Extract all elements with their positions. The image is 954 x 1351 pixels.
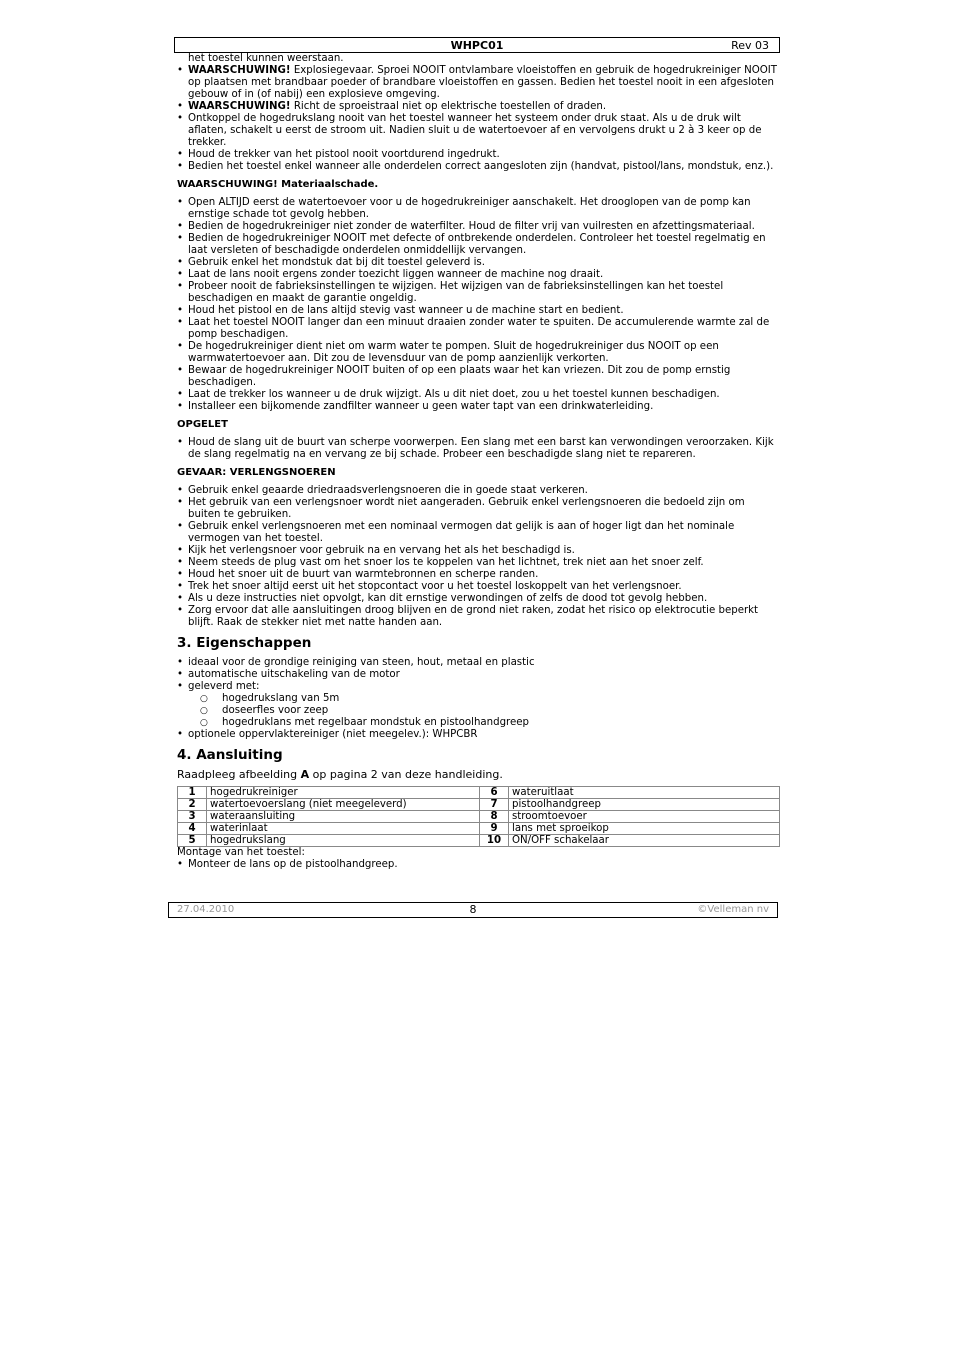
part-number: 3 [178,811,207,823]
part-name: stroomtoevoer [509,811,780,823]
material-item: • Installeer een bijkomende zandfilter wanneer u geen water tapt van een drinkwaterleiding. [177,401,777,413]
feature-item: • automatische uitschakeling van de motor [177,669,777,681]
part-number: 10 [480,835,509,847]
material-item: • Laat de trekker los wanneer u de druk wijzigt. Als u dit niet doet, zou u het toestel kunnen beschadigen. [177,389,777,401]
footer-date: 27.04.2010 [177,904,235,915]
page-number: 8 [469,903,477,916]
material-item: • Bedien de hogedrukreiniger NOOIT met defecte of ontbrekende onderdelen. Controleer het toestel regelmatig en laat versleten of beschadigde onderdelen onmiddellijk vervangen. [177,233,777,257]
part-name: hogedrukreiniger [207,787,480,799]
material-item: • Houd het pistool en de lans altijd stevig vast wanneer u de machine start en bedient. [177,305,777,317]
part-number: 2 [178,799,207,811]
continuation-text: het toestel kunnen weerstaan. [188,53,344,64]
footer-copyright: ©Velleman nv [697,904,769,915]
danger-item: • Trek het snoer altijd eerst uit het stopcontact voor u het toestel loskoppelt van het verlengsnoer. [177,581,777,593]
material-heading: WAARSCHUWING! Materiaalschade. [177,179,379,190]
caution-item: • Houd de slang uit de buurt van scherpe voorwerpen. Een slang met een barst kan verwondingen veroorzaken. Kijk de slang regelmatig na en vervang ze bij schade. Probeer een beschadigde slang niet te repareren. [177,437,777,461]
optional-list [177,729,777,741]
safety-item [177,101,777,113]
page-footer [168,902,778,918]
mount-heading: Montage van het toestel: [177,847,305,858]
part-number: 1 [178,787,207,799]
parts-table [177,786,780,847]
section-3-title: 3. Eigenschappen [177,635,312,651]
part-number: 9 [480,823,509,835]
supplied-item: ○ hogedrukslang van 5m [200,693,777,705]
danger-item: • Als u deze instructies niet opvolgt, kan dit ernstige verwondingen of zelfs de dood tot gevolg hebben. [177,593,777,605]
material-item: • Laat de lans nooit ergens zonder toezicht liggen wanneer de machine nog draait. [177,269,777,281]
material-item: • Bewaar de hogedrukreiniger NOOIT buiten of op een plaats waar het kan vriezen. Dit zou de pomp ernstig beschadigen. [177,365,777,389]
part-name: waterinlaat [207,823,480,835]
section-4-intro [177,769,777,781]
part-name: wateruitlaat [509,787,780,799]
figure-ref: A [300,768,310,781]
safety-text: Richt de sproeistraal niet op elektrische toestellen of draden. [290,101,607,112]
table-row [178,823,780,835]
material-item: • Bedien de hogedrukreiniger niet zonder de waterfilter. Houd de filter vrij van vuilresten en afzettingsmateriaal. [177,221,777,233]
feature-item: • geleverd met: [177,681,777,693]
part-number: 5 [178,835,207,847]
table-row [178,799,780,811]
table-row [178,787,780,799]
danger-heading: GEVAAR: VERLENGSNOEREN [177,467,336,478]
material-item: • De hogedrukreiniger dient niet om warm water te pompen. Sluit de hogedrukreiniger dus NOOIT op een warmwatertoevoer aan. Dit zou de levensduur van de pomp aanzienlijk verkorten. [177,341,777,365]
material-item: • Probeer nooit de fabrieksinstellingen te wijzigen. Het wijzigen van de fabrieksinstellingen kan het toestel beschadigen en maakt de garantie ongeldig. [177,281,777,305]
model-number: WHPC01 [450,39,504,52]
feature-item: • ideaal voor de grondige reiniging van steen, hout, metaal en plastic [177,657,777,669]
warning-label: WAARSCHUWING! [188,65,291,76]
safety-item [177,149,777,161]
part-name: ON/OFF schakelaar [509,835,780,847]
material-item: • Laat het toestel NOOIT langer dan een minuut draaien zonder water te spuiten. De accumulerende warmte zal de pomp beschadigen. [177,317,777,341]
part-number: 6 [480,787,509,799]
material-item: • Open ALTIJD eerst de watertoevoer voor u de hogedrukreiniger aanschakelt. Het drooglopen van de pomp kan ernstige schade tot gevolg hebben. [177,197,777,221]
mount-item: • Monteer de lans op de pistoolhandgreep. [177,859,777,871]
danger-item: • Gebruik enkel geaarde driedraadsverlengsnoeren die in goede staat verkeren. [177,485,777,497]
intro-text-end: op pagina 2 van deze handleiding. [309,768,503,781]
safety-text: Houd de trekker van het pistool nooit voortdurend ingedrukt. [188,149,500,160]
caution-list [177,437,777,461]
optional-item: • optionele oppervlaktereiniger (niet meegelev.): WHPCBR [177,729,777,741]
safety-text: Ontkoppel de hogedrukslang nooit van het toestel wanneer het systeem onder druk staat. Als u de druk wilt aflaten, schakelt u eerst de stroom uit. Nadien sluit u de watertoevoer af en vervolgens drukt u 2 à 3 keer op de trekker. [188,113,762,148]
part-number: 4 [178,823,207,835]
safety-text: Bedien het toestel enkel wanneer alle onderdelen correct aangesloten zijn (handvat, pistool/lans, mondstuk, enz.). [188,161,774,172]
safety-item [177,161,777,173]
page-header [174,37,780,53]
danger-item: • Gebruik enkel verlengsnoeren met een nominaal vermogen dat gelijk is aan of hoger ligt dan het nominale vermogen van het toestel. [177,521,777,545]
danger-item: • Zorg ervoor dat alle aansluitingen droog blijven en de grond niet raken, zodat het risico op elektrocutie beperkt blijft. Raak de stekker niet met natte handen aan. [177,605,777,629]
material-item: • Gebruik enkel het mondstuk dat bij dit toestel geleverd is. [177,257,777,269]
mount-list [177,859,777,871]
part-name: hogedrukslang [207,835,480,847]
features-list [177,657,777,693]
part-name: pistoolhandgreep [509,799,780,811]
safety-list [177,65,777,173]
part-number: 7 [480,799,509,811]
intro-text: Raadpleeg afbeelding [177,768,301,781]
part-name: wateraansluiting [207,811,480,823]
danger-list [177,485,777,629]
warning-label: WAARSCHUWING! [188,101,291,112]
table-row [178,835,780,847]
page-content [177,53,777,871]
safety-item [177,65,777,101]
safety-item [177,113,777,149]
caution-heading: OPGELET [177,419,228,430]
material-list [177,197,777,413]
supplied-item: ○ hogedruklans met regelbaar mondstuk en pistoolhandgreep [200,717,777,729]
danger-item: • Het gebruik van een verlengsnoer wordt niet aangeraden. Gebruik enkel verlengsnoeren die bedoeld zijn om buiten te gebruiken. [177,497,777,521]
revision: Rev 03 [731,39,769,52]
section-4-title: 4. Aansluiting [177,747,283,763]
danger-item: • Neem steeds de plug vast om het snoer los te koppelen van het lichtnet, trek niet aan het snoer zelf. [177,557,777,569]
table-row [178,811,780,823]
supplied-item: ○ doseerfles voor zeep [200,705,777,717]
danger-item: • Houd het snoer uit de buurt van warmtebronnen en scherpe randen. [177,569,777,581]
part-name: lans met sproeikop [509,823,780,835]
part-number: 8 [480,811,509,823]
danger-item: • Kijk het verlengsnoer voor gebruik na en vervang het als het beschadigd is. [177,545,777,557]
supplied-items-list [177,693,777,729]
part-name: watertoevoerslang (niet meegeleverd) [207,799,480,811]
safety-text: Explosiegevaar. Sproei NOOIT ontvlambare vloeistoffen en gebruik de hogedrukreiniger NOOIT op plaatsen met brandbaar poeder of brandbare vloeistoffen en gassen. Bedien het toestel nooit in een afgesloten gebouw of in (of nabij) een explosieve omgeving. [188,65,777,100]
